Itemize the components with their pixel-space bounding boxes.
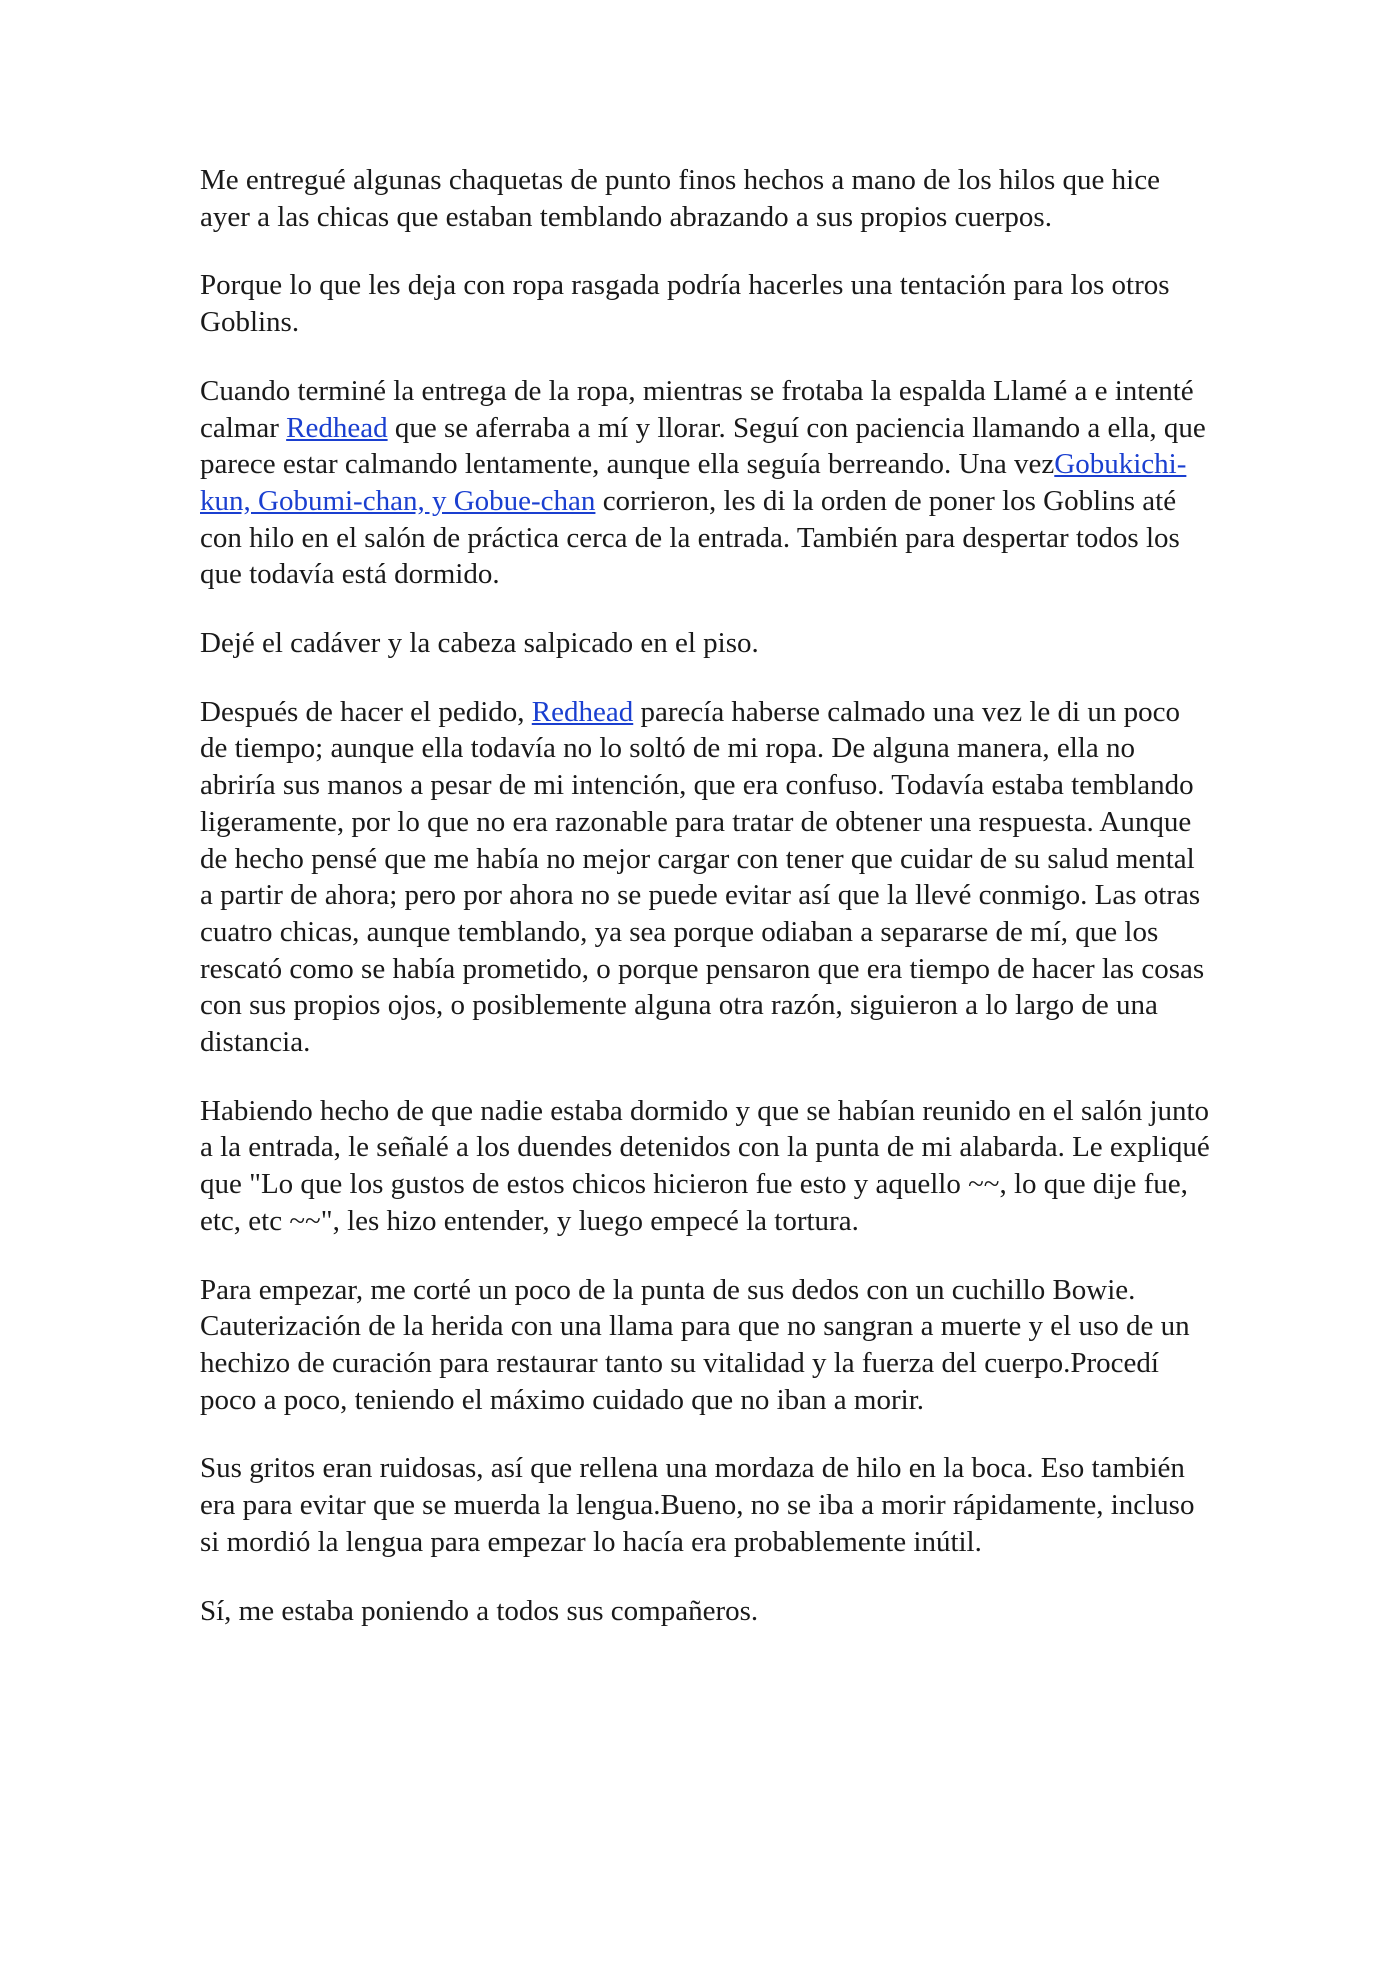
redhead-link[interactable]: Redhead — [286, 411, 388, 444]
paragraph-5-text-2: parecía haberse calmado una vez le di un poco de tiempo; aunque ella todavía no lo soltó de mi ropa. De alguna manera, ella no abriría sus manos a pesar de mi intención, que era confuso. Todavía estaba temblando ligeramente, por lo que no era razonable para tratar de obtener una respuesta. Aunque de hecho pensé que me había no mejor cargar con tener que cuidar de su salud mental a partir de ahora; pero por ahora no se puede evitar así que la llevé conmigo. Las otras cuatro chicas, aunque temblando, ya sea porque odiaban a separarse de mí, que los rescató como se había prometido, o porque pensaron que era tiempo de hacer las cosas con sus propios ojos, o posiblemente alguna otra razón, siguieron a lo largo de una distancia. — [200, 695, 1205, 1059]
paragraph-6: Habiendo hecho de que nadie estaba dormido y que se habían reunido en el salón junto a la entrada, le señalé a los duendes detenidos con la punta de mi alabarda. Le expliqué que "Lo que los gustos de estos chicos hicieron fue esto y aquello ~~, lo que dije fue, etc, etc ~~", les hizo entender, y luego empecé la tortura. — [200, 1094, 1210, 1237]
paragraph-9: Sí, me estaba poniendo a todos sus compañeros. — [200, 1594, 759, 1627]
paragraph-7: Para empezar, me corté un poco de la punta de sus dedos con un cuchillo Bowie. Cauterización de la herida con una llama para que no sangran a muerte y el uso de un hechizo de curación para restaurar tanto su vitalidad y la fuerza del cuerpo.Procedí poco a poco, teniendo el máximo cuidado que no iban a morir. — [200, 1273, 1190, 1416]
paragraph-4: Dejé el cadáver y la cabeza salpicado en el piso. — [200, 627, 759, 660]
goblins-names-link[interactable]: Gobukichi-kun, Gobumi-chan, y Gobue-chan — [200, 448, 1187, 517]
paragraph-3 — [200, 373, 1210, 593]
paragraph-5 — [200, 694, 1210, 1061]
paragraph-5-text-1: Después de hacer el pedido, — [200, 695, 532, 728]
paragraph-3-text-2: que se aferraba a mí y llorar. Seguí con paciencia llamando a ella, que parece estar calmando lentamente, aunque ella seguía berreando. Una vez — [200, 411, 1206, 481]
document-body — [200, 162, 1210, 1661]
paragraph-2: Porque lo que les deja con ropa rasgada podría hacerles una tentación para los otros Goblins. — [200, 269, 1170, 339]
paragraph-3-text-3: corrieron, les di la orden de poner los Goblins até con hilo en el salón de práctica cerca de la entrada. También para despertar todos los que todavía está dormido. — [200, 484, 1180, 591]
paragraph-8: Sus gritos eran ruidosas, así que rellena una mordaza de hilo en la boca. Eso también era para evitar que se muerda la lengua.Bueno, no se iba a morir rápidamente, incluso si mordió la lengua para empezar lo hacía era probablemente inútil. — [200, 1452, 1195, 1558]
paragraph-3-text-1: Cuando terminé la entrega de la ropa, mientras se frotaba la espalda Llamé a e intenté calmar — [200, 374, 1194, 444]
paragraph-1: Me entregué algunas chaquetas de punto finos hechos a mano de los hilos que hice ayer a las chicas que estaban temblando abrazando a sus propios cuerpos. — [200, 164, 1160, 233]
redhead-link-2[interactable]: Redhead — [531, 695, 634, 728]
